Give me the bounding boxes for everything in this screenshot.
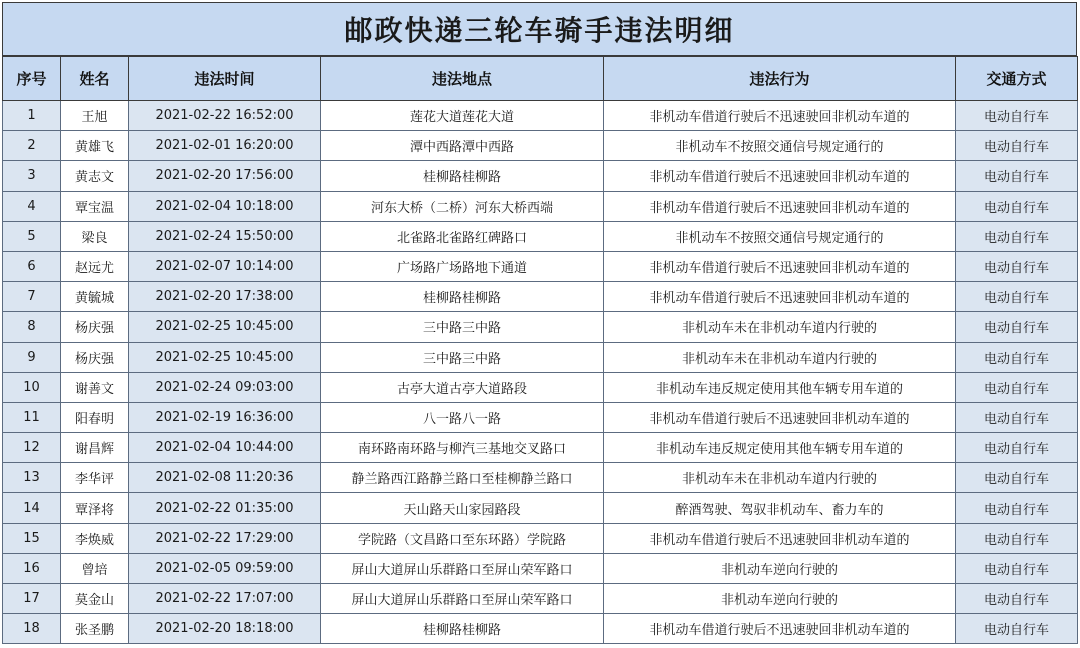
- cell-index: 17: [3, 584, 61, 614]
- cell-place: 八一路八一路: [321, 402, 604, 432]
- cell-mode: 电动自行车: [956, 221, 1078, 251]
- cell-mode: 电动自行车: [956, 553, 1078, 583]
- cell-place: 古亭大道古亭大道路段: [321, 372, 604, 402]
- cell-mode: 电动自行车: [956, 463, 1078, 493]
- cell-time: 2021-02-22 01:35:00: [129, 493, 321, 523]
- cell-index: 10: [3, 372, 61, 402]
- table-row: [3, 614, 1078, 644]
- cell-mode: 电动自行车: [956, 251, 1078, 281]
- table-row: [3, 312, 1078, 342]
- cell-act: 非机动车逆向行驶的: [604, 584, 956, 614]
- cell-mode: 电动自行车: [956, 342, 1078, 372]
- header-place: 违法地点: [321, 57, 604, 101]
- cell-name: 杨庆强: [61, 342, 129, 372]
- cell-place: 桂柳路桂柳路: [321, 614, 604, 644]
- cell-name: 覃宝温: [61, 191, 129, 221]
- table-row: [3, 161, 1078, 191]
- cell-name: 曾培: [61, 553, 129, 583]
- cell-name: 张圣鹏: [61, 614, 129, 644]
- cell-place: 莲花大道莲花大道: [321, 101, 604, 131]
- cell-place: 学院路（文昌路口至东环路）学院路: [321, 523, 604, 553]
- cell-mode: 电动自行车: [956, 614, 1078, 644]
- table-row: [3, 251, 1078, 281]
- cell-index: 2: [3, 131, 61, 161]
- cell-time: 2021-02-07 10:14:00: [129, 251, 321, 281]
- cell-mode: 电动自行车: [956, 101, 1078, 131]
- cell-act: 非机动车违反规定使用其他车辆专用车道的: [604, 372, 956, 402]
- table-row: [3, 191, 1078, 221]
- cell-place: 静兰路西江路静兰路口至桂柳静兰路口: [321, 463, 604, 493]
- cell-index: 3: [3, 161, 61, 191]
- cell-index: 1: [3, 101, 61, 131]
- cell-place: 天山路天山家园路段: [321, 493, 604, 523]
- cell-act: 非机动车未在非机动车道内行驶的: [604, 342, 956, 372]
- cell-index: 18: [3, 614, 61, 644]
- cell-time: 2021-02-04 10:18:00: [129, 191, 321, 221]
- cell-index: 6: [3, 251, 61, 281]
- table-body: [3, 101, 1078, 644]
- table-row: [3, 342, 1078, 372]
- cell-name: 杨庆强: [61, 312, 129, 342]
- cell-name: 黄雄飞: [61, 131, 129, 161]
- cell-name: 赵远尤: [61, 251, 129, 281]
- cell-act: 非机动车借道行驶后不迅速驶回非机动车道的: [604, 402, 956, 432]
- cell-time: 2021-02-25 10:45:00: [129, 312, 321, 342]
- header-name: 姓名: [61, 57, 129, 101]
- cell-mode: 电动自行车: [956, 493, 1078, 523]
- cell-time: 2021-02-25 10:45:00: [129, 342, 321, 372]
- header-mode: 交通方式: [956, 57, 1078, 101]
- cell-place: 潭中西路潭中西路: [321, 131, 604, 161]
- cell-act: 非机动车借道行驶后不迅速驶回非机动车道的: [604, 251, 956, 281]
- cell-mode: 电动自行车: [956, 523, 1078, 553]
- table-row: [3, 131, 1078, 161]
- cell-place: 北雀路北雀路红碑路口: [321, 221, 604, 251]
- cell-time: 2021-02-05 09:59:00: [129, 553, 321, 583]
- cell-act: 非机动车违反规定使用其他车辆专用车道的: [604, 433, 956, 463]
- title-bar: [2, 2, 1077, 56]
- cell-place: 南环路南环路与柳汽三基地交叉路口: [321, 433, 604, 463]
- cell-time: 2021-02-20 17:38:00: [129, 282, 321, 312]
- table-row: [3, 101, 1078, 131]
- cell-place: 三中路三中路: [321, 312, 604, 342]
- violation-table: [2, 56, 1078, 644]
- cell-place: 屏山大道屏山乐群路口至屏山荣军路口: [321, 553, 604, 583]
- cell-time: 2021-02-24 09:03:00: [129, 372, 321, 402]
- page-title: 邮政快递三轮车骑手违法明细: [344, 14, 735, 47]
- cell-time: 2021-02-01 16:20:00: [129, 131, 321, 161]
- cell-mode: 电动自行车: [956, 402, 1078, 432]
- cell-name: 黄毓城: [61, 282, 129, 312]
- cell-time: 2021-02-04 10:44:00: [129, 433, 321, 463]
- cell-act: 非机动车借道行驶后不迅速驶回非机动车道的: [604, 101, 956, 131]
- cell-index: 12: [3, 433, 61, 463]
- cell-mode: 电动自行车: [956, 131, 1078, 161]
- cell-act: 非机动车借道行驶后不迅速驶回非机动车道的: [604, 614, 956, 644]
- cell-index: 8: [3, 312, 61, 342]
- cell-time: 2021-02-22 17:29:00: [129, 523, 321, 553]
- table-row: [3, 282, 1078, 312]
- table-row: [3, 221, 1078, 251]
- cell-index: 14: [3, 493, 61, 523]
- table-row: [3, 433, 1078, 463]
- cell-mode: 电动自行车: [956, 372, 1078, 402]
- cell-act: 非机动车借道行驶后不迅速驶回非机动车道的: [604, 523, 956, 553]
- cell-mode: 电动自行车: [956, 161, 1078, 191]
- cell-mode: 电动自行车: [956, 282, 1078, 312]
- cell-place: 桂柳路桂柳路: [321, 282, 604, 312]
- header-act: 违法行为: [604, 57, 956, 101]
- cell-name: 李华评: [61, 463, 129, 493]
- cell-time: 2021-02-24 15:50:00: [129, 221, 321, 251]
- cell-mode: 电动自行车: [956, 433, 1078, 463]
- cell-name: 王旭: [61, 101, 129, 131]
- cell-act: 非机动车逆向行驶的: [604, 553, 956, 583]
- cell-place: 广场路广场路地下通道: [321, 251, 604, 281]
- table-row: [3, 493, 1078, 523]
- cell-name: 李焕威: [61, 523, 129, 553]
- cell-act: 非机动车借道行驶后不迅速驶回非机动车道的: [604, 191, 956, 221]
- table-row: [3, 402, 1078, 432]
- cell-act: 非机动车借道行驶后不迅速驶回非机动车道的: [604, 282, 956, 312]
- cell-name: 覃泽将: [61, 493, 129, 523]
- cell-index: 11: [3, 402, 61, 432]
- cell-act: 非机动车未在非机动车道内行驶的: [604, 312, 956, 342]
- cell-name: 阳春明: [61, 402, 129, 432]
- cell-index: 7: [3, 282, 61, 312]
- cell-place: 三中路三中路: [321, 342, 604, 372]
- cell-index: 4: [3, 191, 61, 221]
- cell-act: 非机动车未在非机动车道内行驶的: [604, 463, 956, 493]
- cell-time: 2021-02-22 16:52:00: [129, 101, 321, 131]
- cell-time: 2021-02-20 17:56:00: [129, 161, 321, 191]
- table-row: [3, 372, 1078, 402]
- cell-place: 屏山大道屏山乐群路口至屏山荣军路口: [321, 584, 604, 614]
- header-time: 违法时间: [129, 57, 321, 101]
- cell-name: 莫金山: [61, 584, 129, 614]
- cell-name: 谢善文: [61, 372, 129, 402]
- cell-time: 2021-02-20 18:18:00: [129, 614, 321, 644]
- cell-time: 2021-02-22 17:07:00: [129, 584, 321, 614]
- cell-mode: 电动自行车: [956, 312, 1078, 342]
- header-row: [3, 57, 1078, 101]
- cell-index: 9: [3, 342, 61, 372]
- cell-place: 河东大桥（二桥）河东大桥西端: [321, 191, 604, 221]
- cell-act: 醉酒驾驶、驾驭非机动车、畜力车的: [604, 493, 956, 523]
- cell-index: 5: [3, 221, 61, 251]
- cell-index: 16: [3, 553, 61, 583]
- cell-mode: 电动自行车: [956, 584, 1078, 614]
- cell-act: 非机动车不按照交通信号规定通行的: [604, 221, 956, 251]
- cell-act: 非机动车借道行驶后不迅速驶回非机动车道的: [604, 161, 956, 191]
- cell-mode: 电动自行车: [956, 191, 1078, 221]
- cell-name: 梁良: [61, 221, 129, 251]
- cell-name: 谢昌辉: [61, 433, 129, 463]
- header-index: 序号: [3, 57, 61, 101]
- table-row: [3, 553, 1078, 583]
- cell-time: 2021-02-08 11:20:36: [129, 463, 321, 493]
- cell-index: 13: [3, 463, 61, 493]
- table-header: [3, 57, 1078, 101]
- table-row: [3, 523, 1078, 553]
- table-row: [3, 463, 1078, 493]
- cell-place: 桂柳路桂柳路: [321, 161, 604, 191]
- cell-act: 非机动车不按照交通信号规定通行的: [604, 131, 956, 161]
- cell-time: 2021-02-19 16:36:00: [129, 402, 321, 432]
- table-row: [3, 584, 1078, 614]
- cell-index: 15: [3, 523, 61, 553]
- cell-name: 黄志文: [61, 161, 129, 191]
